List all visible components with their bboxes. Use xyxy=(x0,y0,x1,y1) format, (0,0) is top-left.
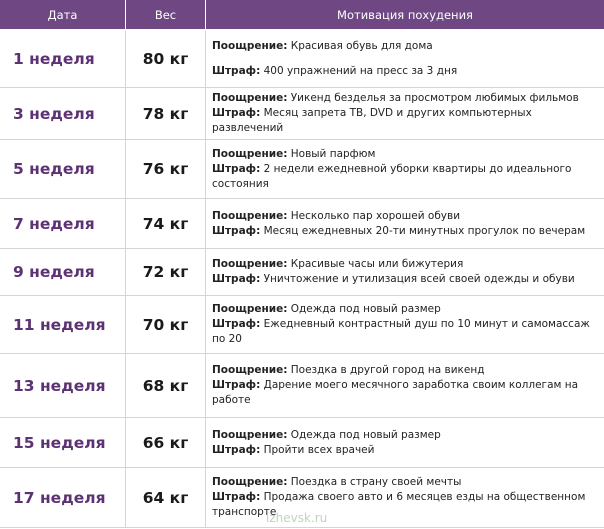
penalty-label: Штраф: xyxy=(212,65,261,77)
week-cell: 13 неделя xyxy=(0,354,126,418)
weight-cell: 76 кг xyxy=(126,140,206,199)
weight-cell: 66 кг xyxy=(126,418,206,468)
penalty-label: Штраф: xyxy=(212,107,261,119)
weight-cell: 64 кг xyxy=(126,468,206,528)
penalty-label: Штраф: xyxy=(212,273,261,285)
table-header-row xyxy=(0,0,604,31)
reward-line xyxy=(212,302,598,317)
penalty-text: Дарение моего месячного заработка своим коллегам на работе xyxy=(212,379,579,406)
table-row xyxy=(0,199,604,249)
week-cell: 15 неделя xyxy=(0,418,126,468)
reward-label: Поощрение: xyxy=(212,364,288,376)
reward-line xyxy=(212,209,598,224)
table-row xyxy=(0,88,604,140)
motivation-cell xyxy=(206,88,604,140)
motivation-cell xyxy=(206,296,604,354)
week-cell: 7 неделя xyxy=(0,199,126,249)
reward-line xyxy=(212,475,598,490)
penalty-text: 400 упражнений на пресс за 3 дня xyxy=(263,65,458,77)
penalty-label: Штраф: xyxy=(212,318,261,330)
penalty-label: Штраф: xyxy=(212,491,261,503)
weight-cell: 80 кг xyxy=(126,31,206,88)
week-cell: 1 неделя xyxy=(0,31,126,88)
reward-label: Поощрение: xyxy=(212,303,288,315)
motivation-cell xyxy=(206,249,604,296)
week-cell: 9 неделя xyxy=(0,249,126,296)
reward-label: Поощрение: xyxy=(212,428,288,441)
penalty-line xyxy=(212,64,598,79)
header-date: Дата xyxy=(0,0,126,31)
penalty-line xyxy=(212,106,598,136)
reward-text: Новый парфюм xyxy=(290,147,376,160)
week-cell: 3 неделя xyxy=(0,88,126,140)
reward-label: Поощрение: xyxy=(212,258,288,270)
reward-label: Поощрение: xyxy=(212,209,288,222)
table-row xyxy=(0,296,604,354)
penalty-label: Штраф: xyxy=(212,224,261,237)
penalty-line xyxy=(212,317,598,347)
penalty-text: Месяц запрета ТВ, DVD и других компьютерных развлечений xyxy=(212,107,532,134)
reward-line xyxy=(212,428,598,443)
penalty-text: Ежедневный контрастный душ по 10 минут и самомассаж по 20 xyxy=(212,318,590,345)
reward-text: Поездка в другой город на викенд xyxy=(290,364,485,376)
reward-line xyxy=(212,257,598,272)
table-row xyxy=(0,31,604,88)
penalty-text: Пройти всех врачей xyxy=(263,443,375,456)
motivation-cell xyxy=(206,31,604,88)
header-weight: Вес xyxy=(126,0,206,31)
motivation-cell xyxy=(206,140,604,199)
penalty-line xyxy=(212,378,598,408)
table-row xyxy=(0,354,604,418)
penalty-line xyxy=(212,443,598,458)
weight-cell: 68 кг xyxy=(126,354,206,418)
weight-cell: 72 кг xyxy=(126,249,206,296)
reward-line xyxy=(212,147,598,162)
motivation-cell xyxy=(206,199,604,249)
reward-line xyxy=(212,91,598,106)
reward-text: Уикенд безделья за просмотром любимых фильмов xyxy=(290,92,579,104)
penalty-line xyxy=(212,224,598,239)
reward-line xyxy=(212,39,598,54)
motivation-cell xyxy=(206,354,604,418)
penalty-label: Штраф: xyxy=(212,443,261,456)
weight-cell: 78 кг xyxy=(126,88,206,140)
penalty-line xyxy=(212,272,598,287)
reward-text: Красивые часы или бижутерия xyxy=(290,258,464,270)
penalty-label: Штраф: xyxy=(212,162,261,175)
watermark-text: izhevsk.ru xyxy=(266,511,328,525)
table-row xyxy=(0,140,604,199)
penalty-line xyxy=(212,162,598,192)
reward-label: Поощрение: xyxy=(212,92,288,104)
week-cell: 5 неделя xyxy=(0,140,126,199)
weight-cell: 74 кг xyxy=(126,199,206,249)
table-row xyxy=(0,249,604,296)
week-cell: 11 неделя xyxy=(0,296,126,354)
reward-text: Поездка в страну своей мечты xyxy=(290,476,462,488)
table-row xyxy=(0,418,604,468)
penalty-text: Продажа своего авто и 6 месяцев езды на общественном транспорте xyxy=(212,491,586,518)
reward-label: Поощрение: xyxy=(212,147,288,160)
reward-text: Одежда под новый размер xyxy=(290,428,441,441)
weight-cell: 70 кг xyxy=(126,296,206,354)
penalty-label: Штраф: xyxy=(212,379,261,391)
reward-line xyxy=(212,363,598,378)
week-cell: 17 неделя xyxy=(0,468,126,528)
reward-text: Красивая обувь для дома xyxy=(290,40,433,52)
header-motivation: Мотивация похудения xyxy=(206,0,604,31)
penalty-text: Месяц ежедневных 20-ти минутных прогулок по вечерам xyxy=(263,224,586,237)
motivation-cell xyxy=(206,418,604,468)
reward-label: Поощрение: xyxy=(212,40,288,52)
reward-text: Несколько пар хорошей обуви xyxy=(290,209,461,222)
penalty-text: 2 недели ежедневной уборки квартиры до идеального состояния xyxy=(212,162,572,190)
penalty-text: Уничтожение и утилизация всей своей одежды и обуви xyxy=(263,273,575,285)
reward-label: Поощрение: xyxy=(212,476,288,488)
reward-text: Одежда под новый размер xyxy=(290,303,441,315)
